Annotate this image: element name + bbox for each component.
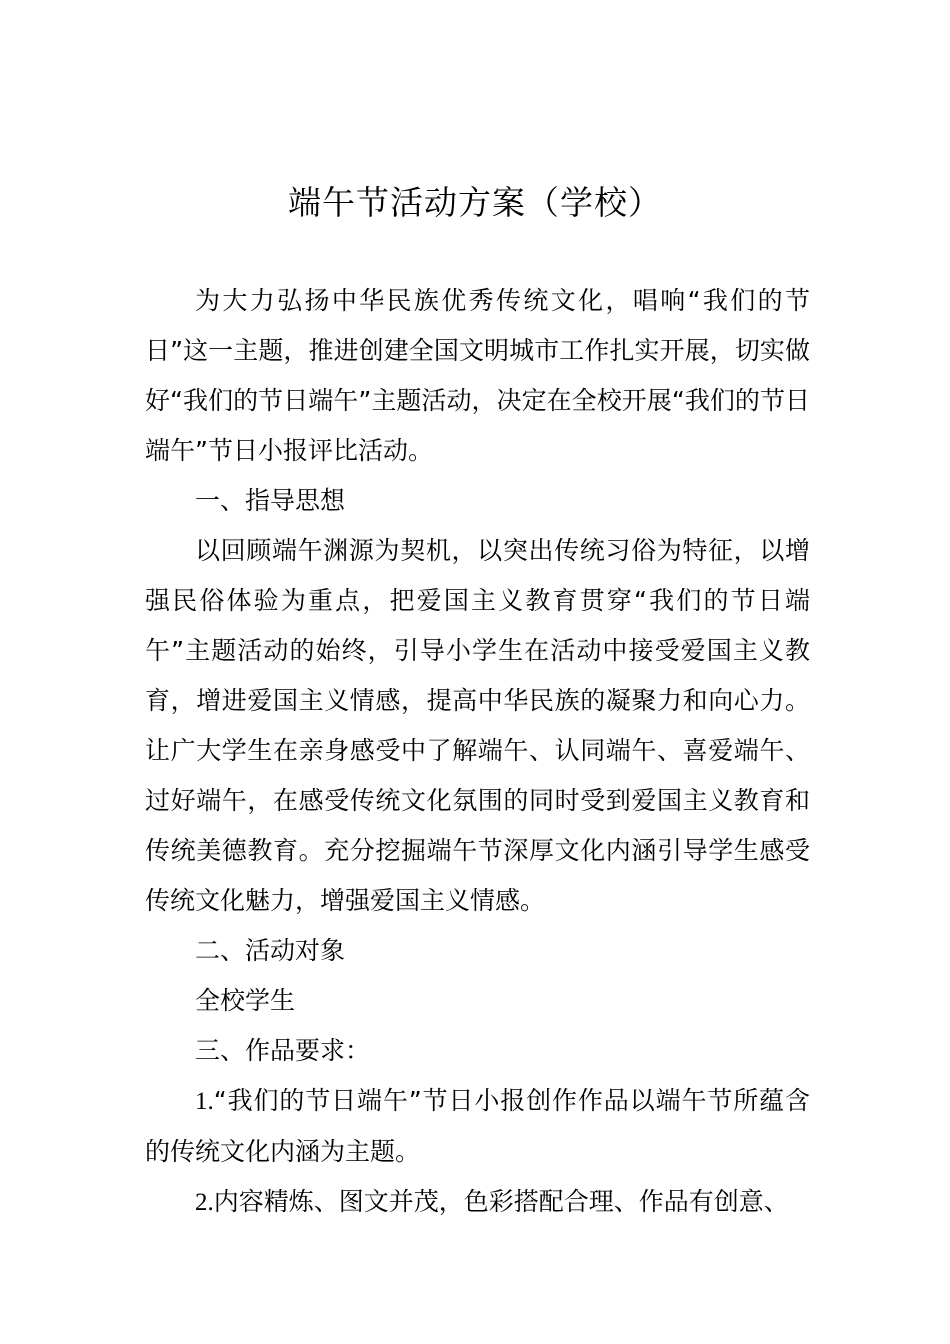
paragraph-requirement-2 bbox=[145, 1177, 810, 1228]
heading-guiding-ideology bbox=[145, 476, 810, 526]
paragraph-text: 全校学生 bbox=[195, 986, 296, 1015]
heading-work-requirements bbox=[145, 1026, 810, 1076]
list-number: 2. bbox=[195, 1189, 214, 1216]
paragraph-text: 二、活动对象 bbox=[195, 936, 346, 965]
paragraph-text: 三、作品要求： bbox=[195, 1036, 371, 1065]
paragraph-guiding-ideology bbox=[145, 526, 810, 926]
paragraph-requirement-1 bbox=[145, 1076, 810, 1177]
paragraph-text: 以回顾端午渊源为契机，以突出传统习俗为特征，以增强民俗体验为重点，把爱国主义教育贯穿“我们的节日端午”主题活动的始终，引导小学生在活动中接受爱国主义教育，增进爱国主义情感，提高中华民族的凝聚力和向心力。让广大学生在亲身感受中了解端午、认同端午、喜爱端午、过好端午，在感受传统文化氛围的同时受到爱国主义教育和传统美德教育。充分挖掘端午节深厚文化内涵引导学生感受传统文化魅力，增强爱国主义情感。 bbox=[145, 536, 810, 915]
paragraph-text: 为大力弘扬中华民族优秀传统文化，唱响“我们的节日”这一主题，推进创建全国文明城市工作扎实开展，切实做好“我们的节日端午”主题活动，决定在全校开展“我们的节日端午”节日小报评比活动。 bbox=[145, 286, 810, 465]
document-title: 端午节活动方案（学校） bbox=[288, 183, 662, 222]
heading-activity-target bbox=[145, 926, 810, 976]
document-body bbox=[145, 276, 810, 1228]
list-number: 1. bbox=[195, 1088, 214, 1115]
paragraph-intro bbox=[145, 276, 810, 476]
paragraph-text: “我们的节日端午”节日小报创作作品以端午节所蕴含的传统文化内涵为主题。 bbox=[145, 1086, 810, 1166]
paragraph-activity-target bbox=[145, 976, 810, 1026]
paragraph-text: 内容精炼、图文并茂，色彩搭配合理、作品有创意、 bbox=[213, 1187, 789, 1216]
paragraph-text: 一、指导思想 bbox=[195, 486, 346, 515]
